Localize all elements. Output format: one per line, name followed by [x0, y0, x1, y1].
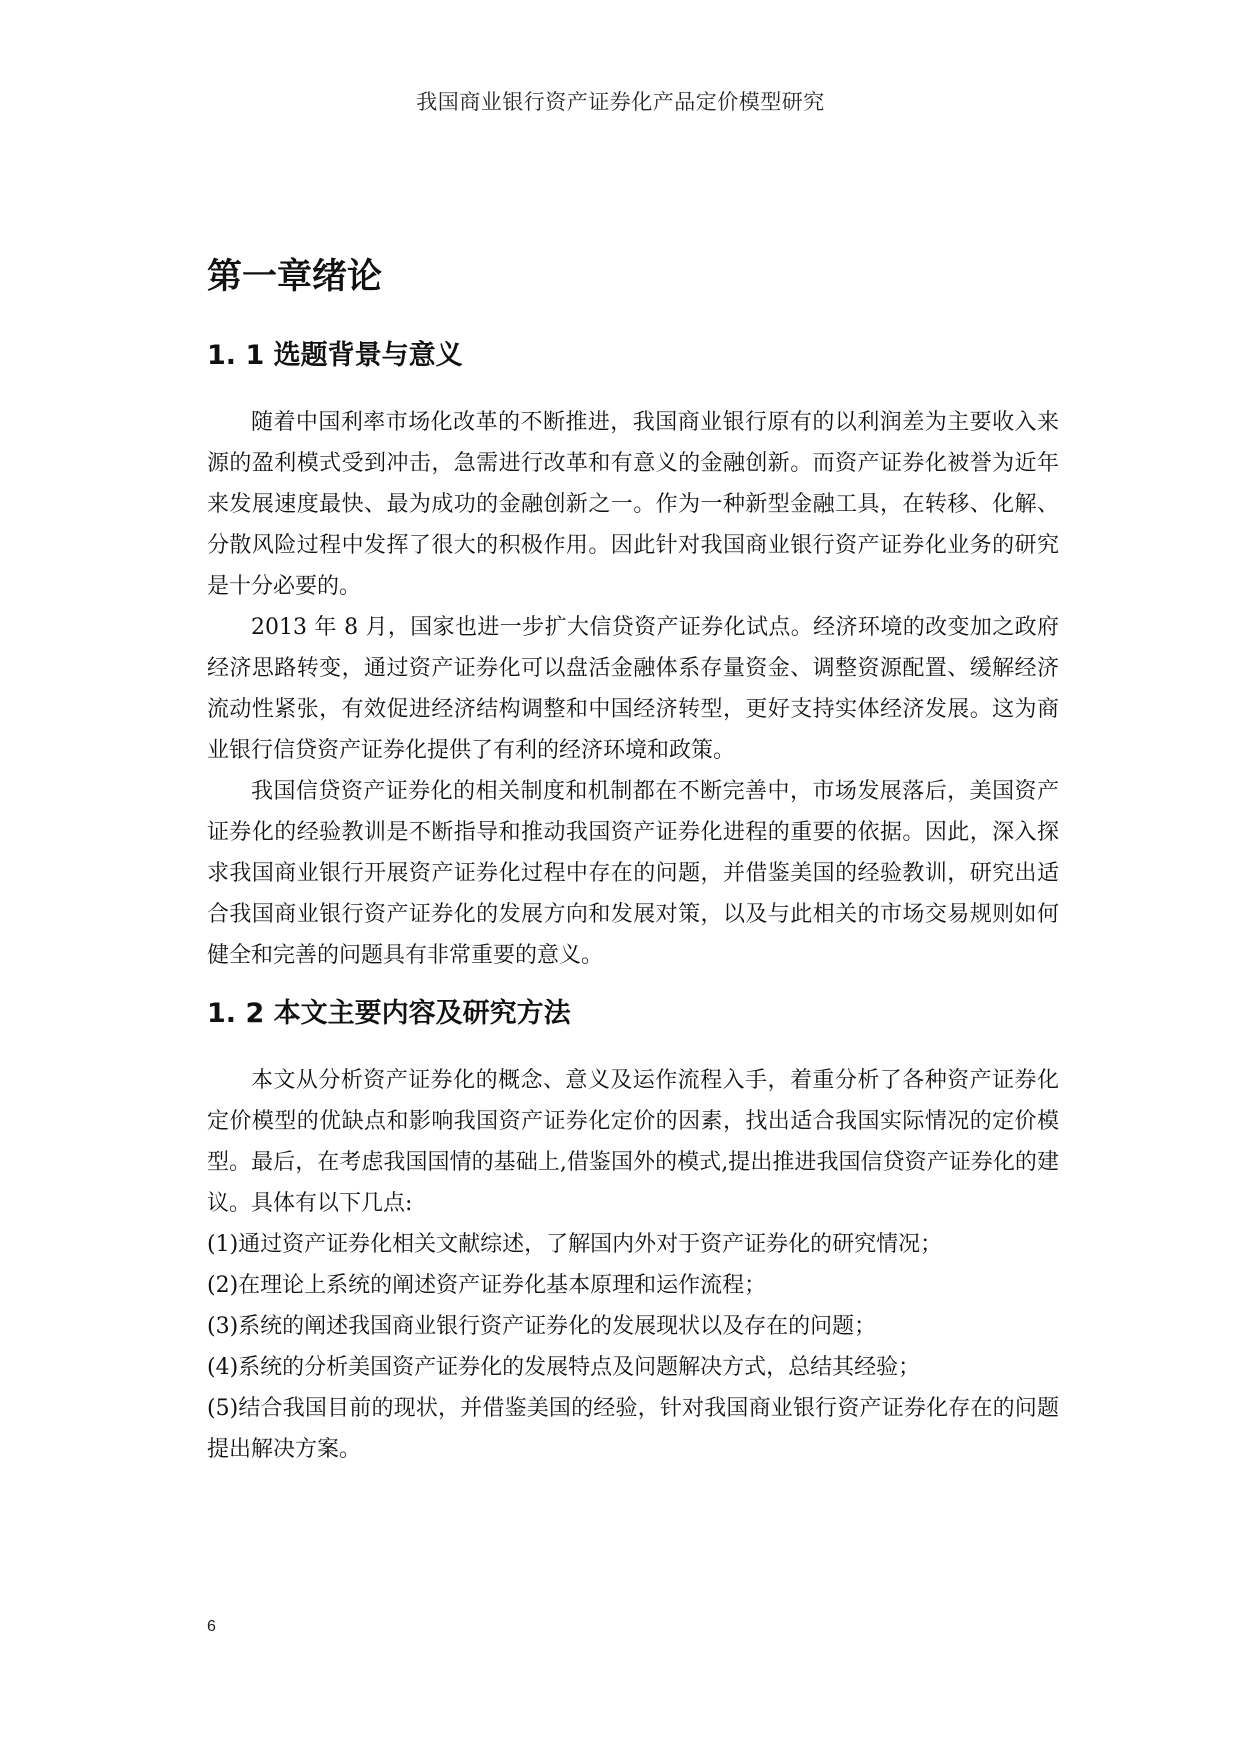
- research-points-list: [207, 1224, 1059, 1470]
- chapter-title: 第一章绪论: [207, 257, 383, 297]
- section-spacer: [207, 976, 1059, 994]
- list-item: (3)系统的阐述我国商业银行资产证券化的发展现状以及存在的问题；: [207, 1314, 877, 1339]
- list-item: (5)结合我国目前的现状，并借鉴美国的经验，针对我国商业银行资产证券化存在的问题提出解决方案。: [207, 1396, 1059, 1462]
- page-body: [207, 252, 1059, 1470]
- section-title-1-1: 1. 1 选题背景与意义: [207, 340, 463, 371]
- section-title-1-2: 1. 2 本文主要内容及研究方法: [207, 998, 571, 1029]
- section-1-1-paragraph: 我国信贷资产证券化的相关制度和机制都在不断完善中，市场发展落后，美国资产证券化的经验教训是不断指导和推动我国资产证券化进程的重要的依据。因此，深入探求我国商业银行开展资产证券化过程中存在的问题，并借鉴美国的经验教训，研究出适合我国商业银行资产证券化的发展方向和发展对策，以及与此相关的市场交易规则如何健全和完善的问题具有非常重要的意义。: [207, 779, 1059, 968]
- page-number: 6: [207, 1618, 216, 1635]
- list-item: (1)通过资产证券化相关文献综述，了解国内外对于资产证券化的研究情况；: [207, 1232, 943, 1257]
- section-1-2-intro-paragraph: 本文从分析资产证券化的概念、意义及运作流程入手，着重分析了各种资产证券化定价模型的优缺点和影响我国资产证券化定价的因素，找出适合我国实际情况的定价模型。最后，在考虑我国国情的基础上,借鉴国外的模式,提出推进我国信贷资产证券化的建议。具体有以下几点:: [207, 1068, 1059, 1216]
- list-item: (4)系统的分析美国资产证券化的发展特点及问题解决方式，总结其经验；: [207, 1355, 921, 1380]
- list-item: (2)在理论上系统的阐述资产证券化基本原理和运作流程；: [207, 1273, 767, 1298]
- running-header: 我国商业银行资产证券化产品定价模型研究: [416, 90, 825, 114]
- section-1-1-paragraph: 2013 年 8 月，国家也进一步扩大信贷资产证券化试点。经济环境的改变加之政府经济思路转变，通过资产证券化可以盘活金融体系存量资金、调整资源配置、缓解经济流动性紧张，有效促进经济结构调整和中国经济转型，更好支持实体经济发展。这为商业银行信贷资产证券化提供了有利的经济环境和政策。: [207, 615, 1059, 763]
- section-1-1-paragraph: 随着中国利率市场化改革的不断推进，我国商业银行原有的以利润差为主要收入来源的盈利模式受到冲击，急需进行改革和有意义的金融创新。而资产证券化被誉为近年来发展速度最快、最为成功的金融创新之一。作为一种新型金融工具，在转移、化解、分散风险过程中发挥了很大的积极作用。因此针对我国商业银行资产证券化业务的研究是十分必要的。: [207, 410, 1059, 599]
